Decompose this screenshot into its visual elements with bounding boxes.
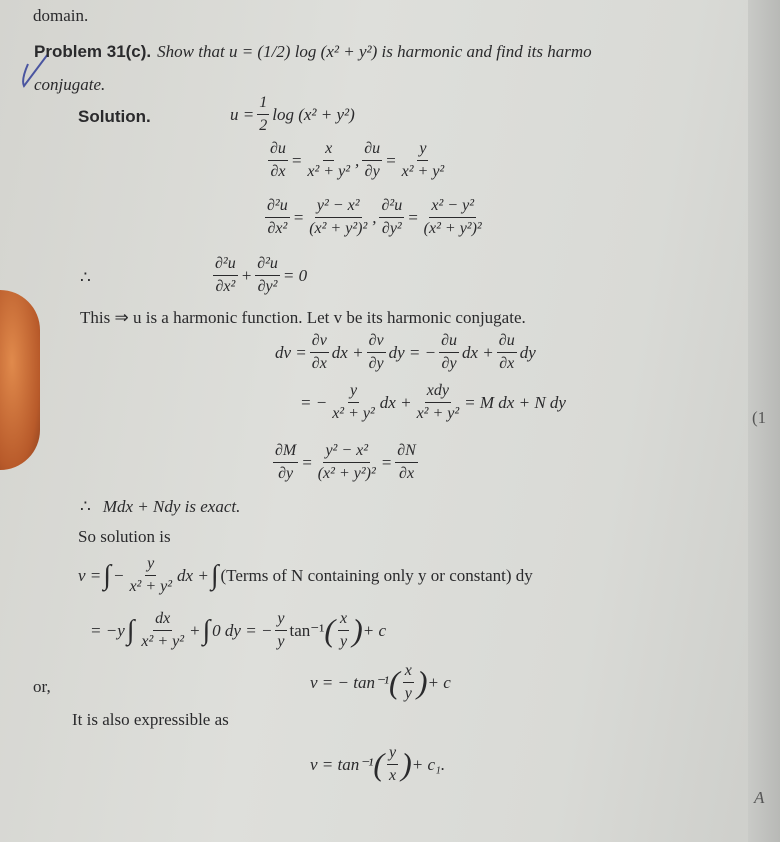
math-term: dy = − xyxy=(388,342,437,362)
fraction xyxy=(395,440,418,485)
u-lhs: u = xyxy=(230,104,255,124)
math-term: ∂y² xyxy=(381,220,402,237)
fraction xyxy=(275,608,286,653)
problem-statement-cont: conjugate. xyxy=(34,75,106,94)
math-term: ∂x xyxy=(499,355,515,372)
fraction xyxy=(497,330,517,375)
math-term: x² − y² xyxy=(429,195,476,218)
also-expressible-text: It is also expressible as xyxy=(72,710,229,729)
fraction xyxy=(305,138,352,183)
math-term: dx + xyxy=(177,565,209,585)
parenthesis: ) xyxy=(352,612,363,648)
math-term: ∫ xyxy=(202,614,211,646)
math-term: v = − tan⁻¹ xyxy=(310,672,390,692)
math-term: ∂y² xyxy=(257,278,278,295)
math-term: − xyxy=(112,565,125,585)
fraction xyxy=(330,380,377,425)
math-term: x² + y² xyxy=(307,163,350,180)
fraction xyxy=(422,195,484,240)
finger xyxy=(0,290,40,470)
math-term: ∂x² xyxy=(267,220,288,237)
math-term: v = tan⁻¹ xyxy=(310,754,374,774)
fraction xyxy=(387,742,398,787)
math-term: y xyxy=(340,633,348,650)
math-term: ∂y xyxy=(278,465,294,482)
math-term: (x² + y²)² xyxy=(317,465,376,482)
math-term: y xyxy=(404,685,412,702)
math-term: ∂x xyxy=(270,163,286,180)
math-term: ∂²u xyxy=(379,195,404,218)
math-term: dv = xyxy=(275,342,307,362)
fraction xyxy=(310,330,329,375)
math-term: y xyxy=(145,553,156,576)
parenthesis: ( xyxy=(373,746,384,782)
v-integral xyxy=(78,553,533,598)
v-evaluated xyxy=(90,608,386,653)
fraction xyxy=(415,380,462,425)
math-term: = −y xyxy=(90,620,125,640)
math-term: (x² + y²)² xyxy=(309,220,368,237)
parenthesis: ) xyxy=(401,746,412,782)
math-term: = xyxy=(380,452,393,472)
math-term: y xyxy=(348,380,359,403)
v-result xyxy=(310,660,451,705)
math-term: dx + xyxy=(331,342,364,362)
exact-statement xyxy=(80,497,240,517)
first-derivatives xyxy=(265,138,449,183)
math-term: x xyxy=(323,138,334,161)
laplace-equation xyxy=(210,253,307,298)
equation-reference: (1 xyxy=(752,408,767,427)
fraction xyxy=(268,138,288,183)
math-term: ∂y xyxy=(364,163,380,180)
math-term: = xyxy=(290,150,303,170)
math-term: + c xyxy=(427,672,451,692)
math-term: = 0 xyxy=(282,265,308,285)
domain-text: domain. xyxy=(33,6,89,25)
math-term: dx + xyxy=(379,392,412,412)
math-term: ∂N xyxy=(395,440,418,463)
math-term: + c₁. xyxy=(411,754,446,774)
fraction xyxy=(316,440,378,485)
math-term: dy xyxy=(519,342,536,362)
math-term: = xyxy=(292,207,305,227)
dv-equation xyxy=(275,330,536,375)
math-term: x xyxy=(388,767,397,784)
parenthesis: ( xyxy=(324,612,336,648)
math-term: dx xyxy=(153,608,172,631)
problem-label: Problem 31(c). xyxy=(34,42,152,61)
math-term: ∴ xyxy=(80,497,91,516)
dv-substituted xyxy=(300,380,566,425)
fraction xyxy=(127,553,174,598)
math-term: tan⁻¹ xyxy=(289,620,325,640)
math-term: x² + y² xyxy=(141,633,185,650)
fraction xyxy=(400,138,447,183)
parenthesis: ( xyxy=(389,664,400,700)
math-term: ∂x xyxy=(399,465,415,482)
fraction xyxy=(338,608,349,653)
math-term: ∂x² xyxy=(215,278,236,295)
math-term: Mdx + Ndy is exact. xyxy=(102,497,241,516)
math-term: 0 dy = − xyxy=(212,620,273,640)
math-term: ∂²u xyxy=(255,253,280,276)
u-rhs: log (x² + y²) xyxy=(272,104,355,124)
fraction xyxy=(265,195,290,240)
math-term: = − xyxy=(300,392,328,412)
math-term: + xyxy=(240,265,253,285)
math-term: ∂x xyxy=(311,355,327,372)
math-term: v = xyxy=(78,565,102,585)
fraction xyxy=(403,660,414,705)
math-term: = M dx + N dy xyxy=(464,392,566,412)
fraction xyxy=(439,330,459,375)
math-term: y² − x² xyxy=(315,195,362,218)
math-term: ∂v xyxy=(367,330,386,353)
exactness-check xyxy=(270,440,421,485)
math-term: ∂²u xyxy=(265,195,290,218)
math-term: ∂M xyxy=(273,440,298,463)
harmonic-statement: This ⇒ u is a harmonic function. Let v be its harmonic conjugate. xyxy=(80,308,526,327)
math-term: xdy xyxy=(425,380,451,403)
math-term: y xyxy=(387,742,398,765)
math-term: ∂y xyxy=(368,355,384,372)
math-term: x xyxy=(403,660,414,683)
problem-statement: Show that u = (1/2) log (x² + y²) is harmonic and find its harmo xyxy=(157,42,592,61)
math-term: ∂u xyxy=(497,330,517,353)
fraction xyxy=(213,253,238,298)
u-definition xyxy=(230,92,355,137)
margin-mark: A xyxy=(754,788,765,807)
math-term: x² + y² xyxy=(332,405,375,422)
math-term: y xyxy=(417,138,428,161)
math-term: , xyxy=(372,207,377,227)
math-term: ∂v xyxy=(310,330,329,353)
math-term: + xyxy=(189,620,201,640)
fraction xyxy=(307,195,369,240)
so-solution-text: So solution is xyxy=(78,527,171,546)
math-term: = xyxy=(301,452,313,472)
math-term: x² + y² xyxy=(129,578,173,595)
fraction xyxy=(257,92,269,137)
math-term: = xyxy=(385,150,397,170)
math-term: ∫ xyxy=(103,559,111,591)
math-term: (Terms of N containing only y or constant) dy xyxy=(220,565,533,585)
math-term: ∂²u xyxy=(213,253,238,276)
solution-label: Solution. xyxy=(78,107,151,126)
fraction xyxy=(362,138,382,183)
math-term: x xyxy=(338,608,349,631)
fraction xyxy=(255,253,280,298)
problem-line xyxy=(34,42,592,62)
therefore-symbol: ∴ xyxy=(80,268,91,287)
fraction xyxy=(379,195,404,240)
v-alternate xyxy=(310,742,445,787)
fraction xyxy=(367,330,386,375)
math-term: 1 xyxy=(257,92,269,115)
math-term: 2 xyxy=(259,117,268,134)
math-term: , xyxy=(354,150,360,170)
math-term: x² + y² xyxy=(416,405,460,422)
math-term: ∫ xyxy=(210,559,219,591)
math-term: = xyxy=(407,207,419,227)
math-term: ∂y xyxy=(441,355,457,372)
math-term: y xyxy=(277,633,285,650)
math-term: y² − x² xyxy=(323,440,370,463)
math-term: ∫ xyxy=(126,614,135,646)
math-term: x² + y² xyxy=(401,163,445,180)
second-derivatives xyxy=(262,195,487,240)
math-term: dx + xyxy=(462,342,494,362)
math-term: + c xyxy=(362,620,387,640)
math-term: ∂u xyxy=(439,330,459,353)
math-term: (x² + y²)² xyxy=(423,220,482,237)
math-term: ∂u xyxy=(362,138,382,161)
parenthesis: ) xyxy=(416,664,428,700)
math-term: y xyxy=(275,608,286,631)
fraction xyxy=(273,440,298,485)
math-term: ∂u xyxy=(268,138,288,161)
fraction xyxy=(139,608,186,653)
or-text: or, xyxy=(33,677,51,696)
